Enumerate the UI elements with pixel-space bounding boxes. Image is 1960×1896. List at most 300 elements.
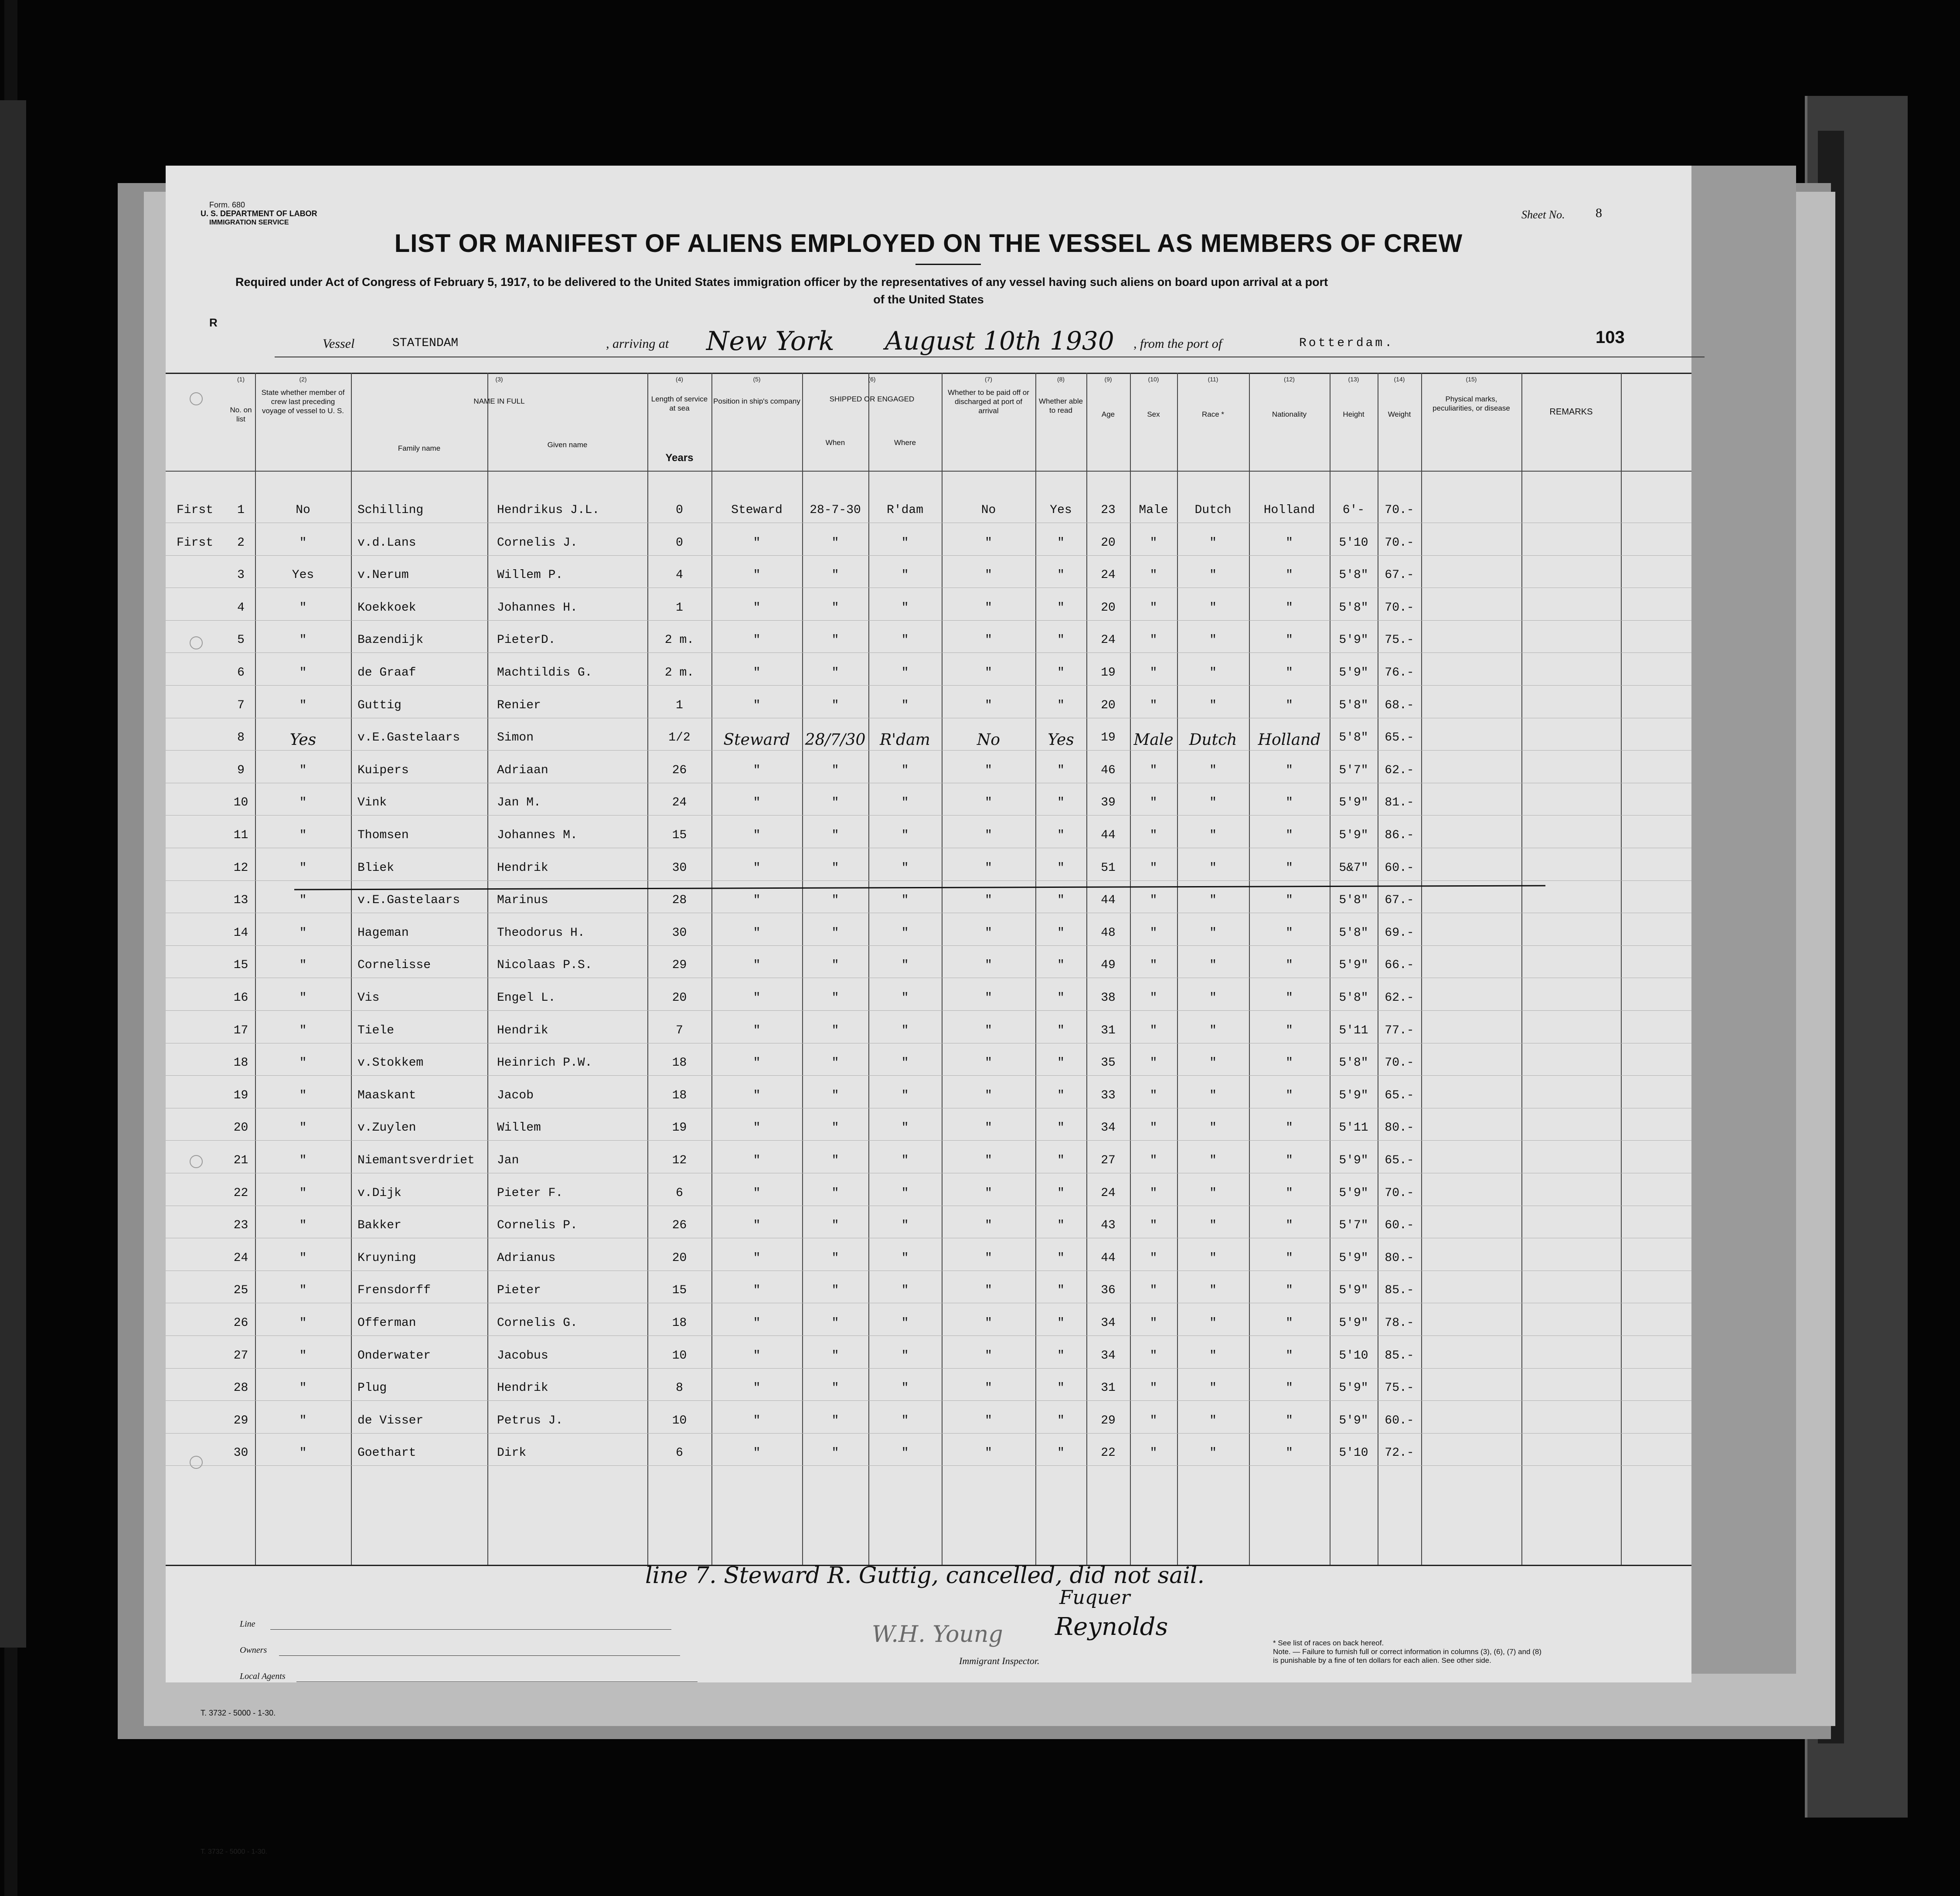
ditto-mark: " <box>831 1121 839 1135</box>
given-name: Marinus <box>497 894 548 907</box>
read-value: Yes <box>1048 731 1074 749</box>
service-years: 0 <box>676 536 683 550</box>
ditto-mark: " <box>1286 601 1293 615</box>
punch-hole <box>190 1456 203 1469</box>
ditto-mark: " <box>753 1251 761 1265</box>
ditto-mark: " <box>901 601 909 615</box>
family-name: Offerman <box>357 1316 416 1330</box>
ditto-mark: " <box>985 1284 992 1298</box>
col-header-family: Family name <box>398 444 441 452</box>
row-rule <box>166 620 1691 621</box>
previous-voyage: " <box>299 1316 307 1330</box>
ditto-mark: " <box>1057 568 1065 582</box>
ditto-mark: " <box>1150 1446 1157 1460</box>
family-name: Onderwater <box>357 1349 431 1363</box>
row-number: 4 <box>237 601 245 615</box>
ditto-mark: " <box>1209 991 1217 1005</box>
given-name: Renier <box>497 698 541 712</box>
col-num: (10) <box>1148 376 1159 383</box>
ditto-mark: " <box>1286 1414 1293 1427</box>
row-number: 29 <box>233 1414 248 1427</box>
family-name: Bazendijk <box>357 633 424 647</box>
service-years: 10 <box>672 1414 687 1427</box>
family-name: v.E.Gastelaars <box>357 894 460 907</box>
weight-value: 69.- <box>1385 926 1414 940</box>
height-value: 5'8" <box>1339 731 1368 745</box>
previous-voyage: " <box>299 829 307 842</box>
weight-value: 66.- <box>1385 958 1414 972</box>
ditto-mark: " <box>753 991 761 1005</box>
previous-voyage: No <box>296 503 310 517</box>
ditto-mark: " <box>901 861 909 875</box>
ditto-mark: " <box>831 926 839 940</box>
ditto-mark: " <box>901 536 909 550</box>
ditto-mark: " <box>985 568 992 582</box>
row-number: 24 <box>233 1251 248 1265</box>
previous-voyage: Yes <box>292 568 314 582</box>
previous-voyage: " <box>299 1023 307 1037</box>
col-header-nationality: Nationality <box>1272 410 1307 418</box>
ditto-mark: " <box>1150 568 1157 582</box>
weight-value: 70.- <box>1385 601 1414 615</box>
ditto-mark: " <box>753 926 761 940</box>
ditto-mark: " <box>1286 1381 1293 1395</box>
weight-value: 85.- <box>1385 1349 1414 1363</box>
ditto-mark: " <box>1150 1088 1157 1102</box>
col-num: (11) <box>1208 376 1218 383</box>
col-num: (8) <box>1057 376 1065 383</box>
ditto-mark: " <box>1286 698 1293 712</box>
ditto-mark: " <box>901 1414 909 1427</box>
previous-voyage: " <box>299 1088 307 1102</box>
when-value: 28/7/30 <box>805 731 866 749</box>
ditto-mark: " <box>1209 1381 1217 1395</box>
given-name: Hendrikus J.L. <box>497 503 600 517</box>
ditto-mark: " <box>985 958 992 972</box>
given-name: Adriaan <box>497 763 548 777</box>
height-value: 5'11 <box>1339 1121 1368 1135</box>
age-value: 31 <box>1101 1381 1116 1395</box>
where-value: R'dam <box>880 731 930 749</box>
nat-value: Holland <box>1263 503 1315 517</box>
footnote-races: * See list of races on back hereof. <box>1273 1639 1384 1647</box>
arriving-label: , arriving at <box>606 336 669 351</box>
arrival-date: August 10th 1930 <box>885 326 1114 356</box>
ditto-mark: " <box>901 958 909 972</box>
given-name: Johannes H. <box>497 601 578 615</box>
previous-voyage: " <box>299 1251 307 1265</box>
form-number: Form. 680 <box>209 200 245 209</box>
col-header-when: When <box>825 438 845 447</box>
ditto-mark: " <box>985 926 992 940</box>
punch-hole <box>190 1155 203 1168</box>
previous-voyage: " <box>299 763 307 777</box>
table-top-rule <box>166 373 1691 374</box>
ditto-mark: " <box>831 536 839 550</box>
row-number: 23 <box>233 1219 248 1233</box>
ditto-mark: " <box>985 796 992 810</box>
ditto-mark: " <box>1057 1023 1065 1037</box>
previous-voyage: " <box>299 1056 307 1070</box>
ditto-mark: " <box>1057 1056 1065 1070</box>
ditto-mark: " <box>1150 763 1157 777</box>
family-name: Kuipers <box>357 763 409 777</box>
given-name: Jan <box>497 1154 519 1167</box>
family-name: de Graaf <box>357 666 416 680</box>
previous-voyage: " <box>299 536 307 550</box>
ditto-mark: " <box>1057 536 1065 550</box>
ditto-mark: " <box>901 1121 909 1135</box>
weight-value: 70.- <box>1385 1056 1414 1070</box>
family-name: Vink <box>357 796 387 810</box>
ditto-mark: " <box>1057 1154 1065 1167</box>
ditto-mark: " <box>753 633 761 647</box>
age-value: 27 <box>1101 1154 1116 1167</box>
ditto-mark: " <box>1286 666 1293 680</box>
department: U. S. DEPARTMENT OF LABOR <box>201 209 317 218</box>
ditto-mark: " <box>1209 568 1217 582</box>
col-header-prev-voyage: State whether member of crew last preceding voyage of vessel to U. S. <box>261 388 345 415</box>
ditto-mark: " <box>753 1056 761 1070</box>
family-name: v.E.Gastelaars <box>357 731 460 745</box>
age-value: 44 <box>1101 894 1116 907</box>
ditto-mark: " <box>901 796 909 810</box>
column-rule <box>1421 373 1422 1565</box>
ditto-mark: " <box>901 1284 909 1298</box>
ditto-mark: " <box>1057 1251 1065 1265</box>
ditto-mark: " <box>1150 536 1157 550</box>
ditto-mark: " <box>1150 1023 1157 1037</box>
weight-value: 70.- <box>1385 536 1414 550</box>
ditto-mark: " <box>1286 633 1293 647</box>
family-name: Koekkoek <box>357 601 416 615</box>
row-number: 13 <box>233 894 248 907</box>
family-name: Tiele <box>357 1023 395 1037</box>
ditto-mark: " <box>1209 601 1217 615</box>
ditto-mark: " <box>831 991 839 1005</box>
footnote <box>1273 1639 1541 1665</box>
ditto-mark: " <box>831 1381 839 1395</box>
column-rule <box>487 373 488 1565</box>
ditto-mark: " <box>985 1121 992 1135</box>
ditto-mark: " <box>901 698 909 712</box>
ditto-mark: " <box>1286 894 1293 907</box>
ditto-mark: " <box>985 1446 992 1460</box>
ditto-mark: " <box>1209 1056 1217 1070</box>
col-header-age: Age <box>1101 410 1115 418</box>
age-value: 34 <box>1101 1121 1116 1135</box>
subtitle: Required under Act of Congress of February 5, 1917, to be delivered to the United States immigration officer by the representatives of any vessel having such aliens on board upon arrival at a port <box>235 275 1328 289</box>
ditto-mark: " <box>901 1088 909 1102</box>
ditto-mark: " <box>1150 1056 1157 1070</box>
paid-value: No <box>977 731 1000 749</box>
age-value: 39 <box>1101 796 1116 810</box>
ditto-mark: " <box>985 1154 992 1167</box>
ditto-mark: " <box>1150 1251 1157 1265</box>
ditto-mark: " <box>1209 666 1217 680</box>
ditto-mark: " <box>831 1316 839 1330</box>
given-name: Theodorus H. <box>497 926 585 940</box>
ditto-mark: " <box>1057 1121 1065 1135</box>
weight-value: 65.- <box>1385 1088 1414 1102</box>
given-name: Hendrik <box>497 1381 548 1395</box>
ditto-mark: " <box>985 698 992 712</box>
read-value: Yes <box>1050 503 1072 517</box>
ditto-mark: " <box>985 601 992 615</box>
ditto-mark: " <box>901 1023 909 1037</box>
given-name: Jacobus <box>497 1349 548 1363</box>
ditto-mark: " <box>985 861 992 875</box>
print-code-underlay: T. 3732 - 5000 - 1-30. <box>201 1848 267 1855</box>
row-number: 20 <box>233 1121 248 1135</box>
service-years: 4 <box>676 568 683 582</box>
ditto-mark: " <box>901 568 909 582</box>
age-value: 35 <box>1101 1056 1116 1070</box>
ditto-mark: " <box>1209 698 1217 712</box>
ditto-mark: " <box>1150 958 1157 972</box>
row-rule <box>166 1465 1691 1466</box>
sex-value: Male <box>1133 731 1174 749</box>
height-value: 5'11 <box>1339 1023 1368 1037</box>
ditto-mark: " <box>901 1186 909 1200</box>
weight-value: 60.- <box>1385 861 1414 875</box>
row-number: 27 <box>233 1349 248 1363</box>
ditto-mark: " <box>1150 861 1157 875</box>
ditto-mark: " <box>1209 958 1217 972</box>
weight-value: 68.- <box>1385 698 1414 712</box>
age-value: 48 <box>1101 926 1116 940</box>
col-header-service: Length of service at sea <box>651 395 708 412</box>
ditto-mark: " <box>831 1219 839 1233</box>
ditto-mark: " <box>753 1186 761 1200</box>
row-rule <box>166 652 1691 653</box>
column-rule <box>1621 373 1622 1565</box>
weight-value: 67.- <box>1385 568 1414 582</box>
row-number: 6 <box>237 666 245 680</box>
row-number: 5 <box>237 633 245 647</box>
row-number: 26 <box>233 1316 248 1330</box>
line-rule <box>270 1629 671 1630</box>
age-value: 24 <box>1101 1186 1116 1200</box>
col-num: (1) <box>237 376 245 383</box>
ditto-mark: " <box>1209 1349 1217 1363</box>
ditto-mark: " <box>901 1381 909 1395</box>
given-name: Jacob <box>497 1088 534 1102</box>
ditto-mark: " <box>1286 926 1293 940</box>
page-number: 103 <box>1596 328 1625 347</box>
service-years: 15 <box>672 1284 687 1298</box>
print-code: T. 3732 - 5000 - 1-30. <box>201 1709 276 1717</box>
given-name: Pieter F. <box>497 1186 563 1200</box>
ditto-mark: " <box>1209 1154 1217 1167</box>
ditto-mark: " <box>1209 1316 1217 1330</box>
ditto-mark: " <box>901 829 909 842</box>
row-number: 11 <box>233 829 248 842</box>
ditto-mark: " <box>1286 1154 1293 1167</box>
height-value: 5'9" <box>1339 796 1368 810</box>
ditto-mark: " <box>1150 601 1157 615</box>
given-name: Dirk <box>497 1446 527 1460</box>
ditto-mark: " <box>1286 1316 1293 1330</box>
ditto-mark: " <box>1286 1186 1293 1200</box>
given-name: Hendrik <box>497 1023 548 1037</box>
ditto-mark: " <box>753 861 761 875</box>
height-value: 5'7" <box>1339 1219 1368 1233</box>
previous-voyage: " <box>299 1219 307 1233</box>
service-years: 30 <box>672 861 687 875</box>
ditto-mark: " <box>1286 1121 1293 1135</box>
ditto-mark: " <box>1057 894 1065 907</box>
ditto-mark: " <box>831 601 839 615</box>
ditto-mark: " <box>1286 1023 1293 1037</box>
ditto-mark: " <box>1057 861 1065 875</box>
ditto-mark: " <box>1209 829 1217 842</box>
service-years: 30 <box>672 926 687 940</box>
ditto-mark: " <box>753 1154 761 1167</box>
height-value: 5'9" <box>1339 1414 1368 1427</box>
col-num: (15) <box>1466 376 1477 383</box>
ditto-mark: " <box>753 1023 761 1037</box>
family-name: Hageman <box>357 926 409 940</box>
weight-value: 80.- <box>1385 1121 1414 1135</box>
row-rule <box>166 1335 1691 1336</box>
cancellation-note: line 7. Steward R. Guttig, cancelled, did not sail. <box>645 1563 1205 1589</box>
ditto-mark: " <box>901 1056 909 1070</box>
ditto-mark: " <box>1057 1186 1065 1200</box>
weight-value: 81.- <box>1385 796 1414 810</box>
weight-value: 65.- <box>1385 731 1414 745</box>
height-value: 5'7" <box>1339 763 1368 777</box>
row-number: 15 <box>233 958 248 972</box>
age-value: 33 <box>1101 1088 1116 1102</box>
ditto-mark: " <box>985 1056 992 1070</box>
ditto-mark: " <box>831 633 839 647</box>
ditto-mark: " <box>831 568 839 582</box>
ditto-mark: " <box>753 1446 761 1460</box>
service-years: 18 <box>672 1088 687 1102</box>
given-name: Adrianus <box>497 1251 556 1265</box>
row-rule <box>166 1010 1691 1011</box>
row-number: 10 <box>233 796 248 810</box>
weight-value: 72.- <box>1385 1446 1414 1460</box>
age-value: 49 <box>1101 958 1116 972</box>
col-header-where: Where <box>894 438 916 447</box>
height-value: 5'9" <box>1339 1381 1368 1395</box>
ditto-mark: " <box>1286 1088 1293 1102</box>
ditto-mark: " <box>753 1284 761 1298</box>
weight-value: 70.- <box>1385 503 1414 517</box>
col-header-given: Given name <box>547 441 588 449</box>
ditto-mark: " <box>1057 958 1065 972</box>
service-years: 6 <box>676 1186 683 1200</box>
footnote-note: Note. — Failure to furnish full or correct information in columns (3), (6), (7) and (8) <box>1273 1648 1541 1656</box>
row-rule <box>166 555 1691 556</box>
ditto-mark: " <box>985 1381 992 1395</box>
ditto-mark: " <box>753 958 761 972</box>
ditto-mark: " <box>1057 633 1065 647</box>
weight-value: 78.- <box>1385 1316 1414 1330</box>
ditto-mark: " <box>831 1088 839 1102</box>
col-header-years: Years <box>665 452 694 464</box>
col-num: (5) <box>753 376 761 383</box>
ditto-mark: " <box>1057 1219 1065 1233</box>
service-years: 18 <box>672 1056 687 1070</box>
ditto-mark: " <box>753 568 761 582</box>
family-name: Goethart <box>357 1446 416 1460</box>
row-rule <box>166 1433 1691 1434</box>
service-years: 8 <box>676 1381 683 1395</box>
height-value: 5'9" <box>1339 633 1368 647</box>
ditto-mark: " <box>1286 1056 1293 1070</box>
ditto-mark: " <box>831 1251 839 1265</box>
col-num: (3) <box>495 376 503 383</box>
age-value: 20 <box>1101 536 1116 550</box>
signature-initial: Fuquer <box>1059 1587 1130 1609</box>
ditto-mark: " <box>985 1251 992 1265</box>
age-value: 34 <box>1101 1316 1116 1330</box>
age-value: 34 <box>1101 1349 1116 1363</box>
weight-value: 76.- <box>1385 666 1414 680</box>
r-mark: R <box>209 316 218 329</box>
ditto-mark: " <box>985 1219 992 1233</box>
ditto-mark: " <box>901 666 909 680</box>
ditto-mark: " <box>1209 1446 1217 1460</box>
service-years: 28 <box>672 894 687 907</box>
weight-value: 85.- <box>1385 1284 1414 1298</box>
age-value: 36 <box>1101 1284 1116 1298</box>
sex-value: Male <box>1139 503 1168 517</box>
service-years: 26 <box>672 1219 687 1233</box>
ditto-mark: " <box>1209 1284 1217 1298</box>
ditto-mark: " <box>831 1446 839 1460</box>
ditto-mark: " <box>1150 1414 1157 1427</box>
previous-voyage: " <box>299 958 307 972</box>
ditto-mark: " <box>985 1316 992 1330</box>
col-num: (9) <box>1104 376 1112 383</box>
age-value: 24 <box>1101 568 1116 582</box>
ditto-mark: " <box>1150 1316 1157 1330</box>
ditto-mark: " <box>1150 633 1157 647</box>
ditto-mark: " <box>831 796 839 810</box>
manifest-sheet <box>166 166 1691 1855</box>
row-number: 9 <box>237 763 245 777</box>
header-bottom-rule <box>166 471 1691 472</box>
height-value: 5'9" <box>1339 666 1368 680</box>
service-years: 18 <box>672 1316 687 1330</box>
class-label: First <box>177 536 214 550</box>
row-number: 17 <box>233 1023 248 1037</box>
row-rule <box>166 1140 1691 1141</box>
service-years: 2 m. <box>664 666 694 680</box>
ditto-mark: " <box>1057 698 1065 712</box>
height-value: 6'- <box>1342 503 1365 517</box>
age-value: 20 <box>1101 698 1116 712</box>
ditto-mark: " <box>1057 1446 1065 1460</box>
weight-value: 86.- <box>1385 829 1414 842</box>
age-value: 31 <box>1101 1023 1116 1037</box>
when-value: 28-7-30 <box>810 503 861 517</box>
given-name: PieterD. <box>497 633 556 647</box>
age-value: 20 <box>1101 601 1116 615</box>
row-number: 21 <box>233 1154 248 1167</box>
ditto-mark: " <box>1057 601 1065 615</box>
ditto-mark: " <box>985 763 992 777</box>
weight-value: 67.- <box>1385 894 1414 907</box>
ditto-mark: " <box>1286 568 1293 582</box>
height-value: 5'10 <box>1339 1446 1368 1460</box>
ditto-mark: " <box>753 536 761 550</box>
ditto-mark: " <box>1057 666 1065 680</box>
